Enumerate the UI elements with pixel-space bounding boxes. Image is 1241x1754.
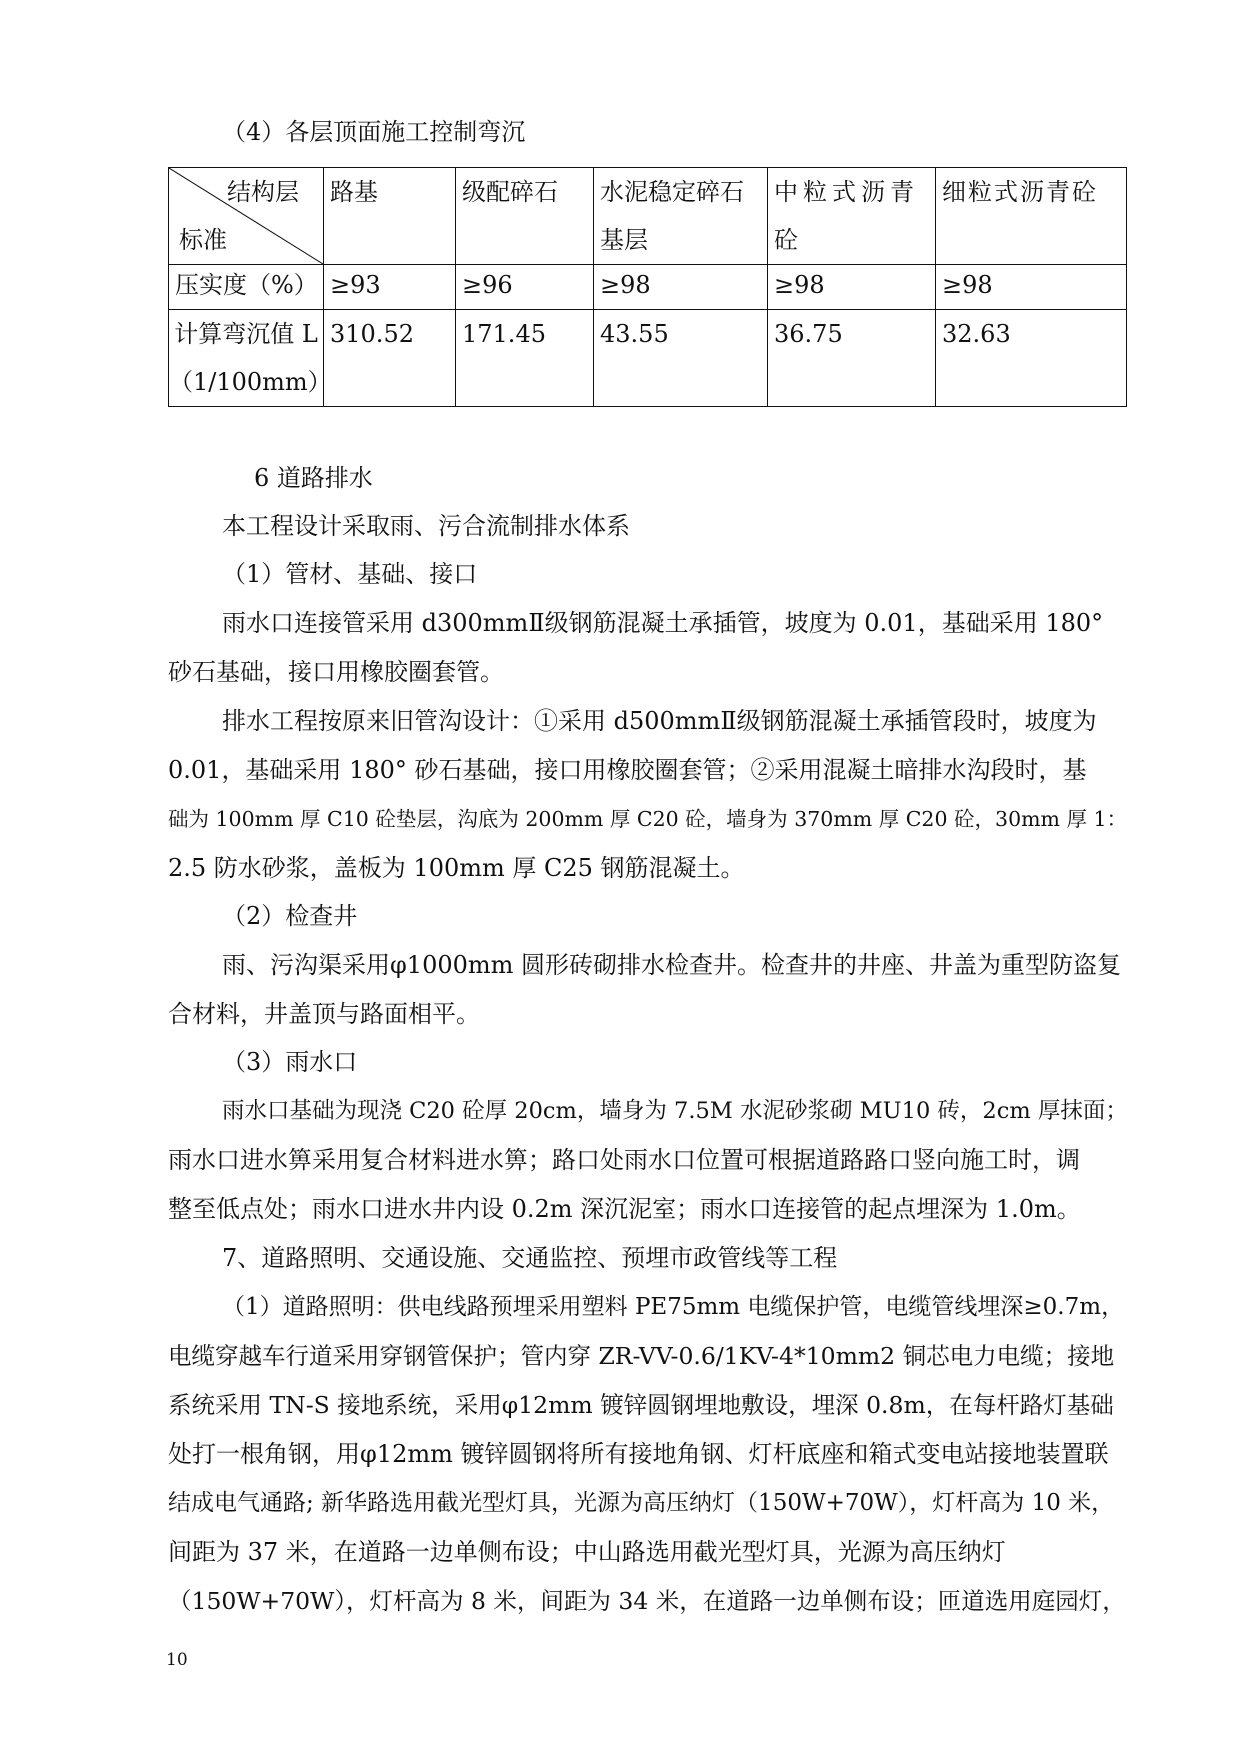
table-cell: ≥96 [456, 265, 594, 310]
paragraph-line: 间距为 37 米，在道路一边单侧布设；中山路选用截光型灯具，光源为高压纳灯 [168, 1538, 1006, 1566]
corner-top-label: 结构层 [227, 178, 299, 206]
row-label: 压实度（%） [169, 265, 324, 310]
section-heading: 7、道路照明、交通设施、交通监控、预埋市政管线等工程 [222, 1244, 838, 1272]
table-cell: 310.52 [324, 310, 456, 407]
paragraph-line: 雨水口连接管采用 d300mmⅡ级钢筋混凝土承插管，坡度为 0.01，基础采用 180° [222, 609, 1104, 637]
table-cell: 36.75 [768, 310, 936, 407]
row-label [169, 310, 332, 407]
table-cell: ≥98 [594, 265, 768, 310]
paragraph-line: 整至低点处；雨水口进水井内设 0.2m 深沉泥室；雨水口连接管的起点埋深为 1.0m。 [168, 1195, 1081, 1223]
table-row [169, 265, 1127, 310]
table-header-row [169, 168, 1127, 265]
table-cell: ≥93 [324, 265, 456, 310]
corner-bottom-label: 标准 [179, 226, 227, 254]
paragraph-line: 合材料，井盖顶与路面相平。 [168, 1000, 480, 1028]
section-heading: 6 道路排水 [254, 464, 373, 492]
paragraph-line: 0.01，基础采用 180° 砂石基础，接口用橡胶圈套管；②采用混凝土暗排水沟段时，基 [168, 756, 1087, 784]
subheading: （1）管材、基础、接口 [222, 560, 478, 588]
paragraph: 本工程设计采取雨、污合流制排水体系 [222, 512, 630, 540]
header-cell: 路基 [324, 168, 456, 265]
header-cell: 细粒式沥青砼 [936, 168, 1127, 265]
paragraph-line: （1）道路照明：供电线路预埋采用塑料 PE75mm 电缆保护管，电缆管线埋深≥0.7m， [222, 1294, 1125, 1320]
table-caption: （4）各层顶面施工控制弯沉 [222, 118, 526, 146]
page-number: 10 [166, 1650, 188, 1670]
corner-cell [169, 168, 324, 265]
table-row [169, 310, 1127, 407]
paragraph-line: 雨水口进水箅采用复合材料进水箅；路口处雨水口位置可根据道路路口竖向施工时，调 [168, 1146, 1080, 1174]
paragraph-line: 雨水口基础为现浇 C20 砼厚 20cm，墙身为 7.5M 水泥砂浆砌 MU10 砖，2cm 厚抹面； [222, 1098, 1128, 1124]
paragraph-line: 处打一根角钢，用φ12mm 镀锌圆钢将所有接地角钢、灯杆底座和箱式变电站接地装置联 [168, 1440, 1109, 1468]
table-cell: 32.63 [936, 310, 1127, 407]
header-cell: 级配碎石 [456, 168, 594, 265]
paragraph-line: 结成电气通路; 新华路选用截光型灯具，光源为高压纳灯（150W+70W），灯杆高为 10 米， [168, 1490, 1115, 1516]
paragraph-line: 雨、污沟渠采用φ1000mm 圆形砖砌排水检查井。检查井的井座、井盖为重型防盗复 [222, 951, 1122, 979]
subheading: （2）检查井 [222, 902, 358, 930]
paragraph-line: 系统采用 TN-S 接地系统，采用φ12mm 镀锌圆钢埋地敷设，埋深 0.8m，在每杆路灯基础 [168, 1391, 1114, 1419]
paragraph-line: 砂石基础，接口用橡胶圈套管。 [168, 658, 504, 686]
header-cell: 中粒式沥青砼 [768, 168, 936, 265]
table-cell: 43.55 [594, 310, 768, 407]
paragraph-line: （150W+70W），灯杆高为 8 米，间距为 34 米，在道路一边单侧布设；匝道选用庭园灯， [168, 1587, 1126, 1615]
header-cell: 水泥稳定碎石基层 [594, 168, 768, 265]
paragraph-line: 排水工程按原来旧管沟设计：①采用 d500mmⅡ级钢筋混凝土承插管段时，坡度为 [222, 707, 1097, 735]
deflection-table [168, 167, 1127, 407]
paragraph-line: 电缆穿越车行道采用穿钢管保护；管内穿 ZR-VV-0.6/1KV-4*10mm2 铜芯电力电缆；接地 [168, 1342, 1115, 1370]
subheading: （3）雨水口 [222, 1048, 358, 1076]
table-cell: ≥98 [936, 265, 1127, 310]
row-label-line: （1/100mm） [169, 368, 332, 396]
table-cell: 171.45 [456, 310, 594, 407]
table-cell: ≥98 [768, 265, 936, 310]
row-label-line: 计算弯沉值 L [174, 320, 318, 348]
paragraph-line: 础为 100mm 厚 C10 砼垫层，沟底为 200mm 厚 C20 砼，墙身为 370mm 厚 C20 砼，30mm 厚 1： [168, 807, 1128, 831]
paragraph-line: 2.5 防水砂浆，盖板为 100mm 厚 C25 钢筋混凝土。 [168, 854, 745, 882]
